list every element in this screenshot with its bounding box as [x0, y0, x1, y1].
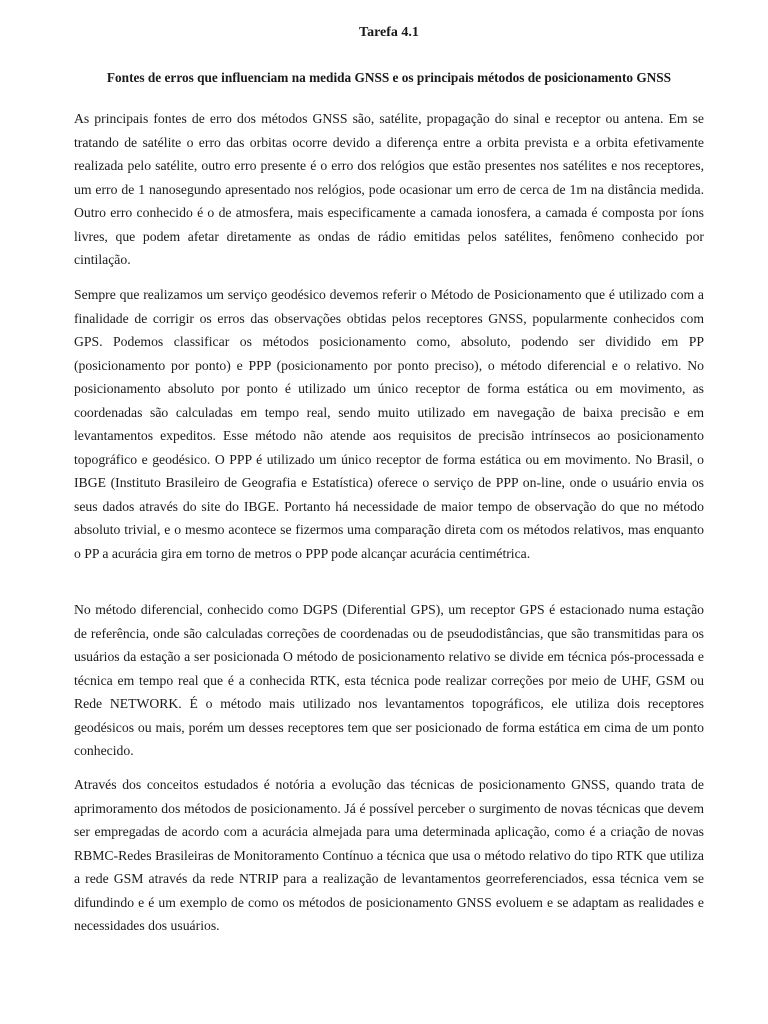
document-subtitle: Fontes de erros que influenciam na medida GNSS e os principais métodos de posicionamento GNSS [106, 70, 672, 85]
paragraph-positioning-methods: Sempre que realizamos um serviço geodésico devemos referir o Método de Posicionamento que é utilizado com a finalidade de corrigir os erros das observações obtidas pelos receptores GNSS, popularmente conhecidos com GPS. Podemos classificar os métodos posicionamento como, absoluto, podendo ser dividido em PP (posicionamento por ponto) e PPP (posicionamento por ponto preciso), o método diferencial e o relativo. No posicionamento absoluto por ponto é utilizado um único receptor de forma estática ou em movimento, as coordenadas são calculadas em tempo real, sendo muito utilizado em navegação de baixa precisão e em levantamentos expeditos. Esse método não atende aos requisitos de precisão intrínsecos ao posicionamento topográfico e geodésico. O PPP é utilizado um único receptor de forma estática ou em movimento. No Brasil, o IBGE (Instituto Brasileiro de Geografia e Estatística) oferece o serviço de PPP on-line, onde o usuário envia os seus dados através do site do IBGE. Portanto há necessidade de maior tempo de observação do que no método absoluto trivial, e o mesmo acontece se fizermos uma comparação direta com os métodos relativos, mas enquanto o PP a acurácia gira em torno de metros o PPP pode alcançar acurácia centimétrica. [74, 287, 704, 561]
document-title: Tarefa 4.1 [359, 25, 419, 40]
paragraph-conclusion: Através dos conceitos estudados é notória a evolução das técnicas de posicionamento GNSS, quando trata de aprimoramento dos métodos de posicionamento. Já é possível perceber o surgimento de novas técnicas que devem ser empregadas de acordo com a acurácia almejada para uma determinada aplicação, como é a criação de novas RBMC-Redes Brasileiras de Monitoramento Contínuo a técnica que usa o método relativo do tipo RTK que utiliza a rede GSM através da rede NTRIP para a realização de levantamentos georreferenciados, essa técnica vem se difundindo e é um exemplo de como os métodos de posicionamento GNSS evoluem e se adaptam as realidades e necessidades dos usuários. [74, 777, 704, 933]
paragraph-error-sources: As principais fontes de erro dos métodos GNSS são, satélite, propagação do sinal e receptor ou antena. Em se tratando de satélite o erro das orbitas ocorre devido a diferença entre a orbita prevista e a orbita efetivamente realizada pelo satélite, outro erro presente é o erro dos relógios que estão presentes nos satélites e nos receptores, um erro de 1 nanosegundo apresentado nos relógios, pode ocasionar um erro de cerca de 1m na distância medida. Outro erro conhecido é o de atmosfera, mais especificamente a camada ionosfera, a camada é composta por íons livres, que podem afetar diretamente as ondas de rádio emitidas pelos satélites, fenômeno conhecido por cintilação. [74, 111, 704, 267]
paragraph-differential-method: No método diferencial, conhecido como DGPS (Diferential GPS), um receptor GPS é estacionado numa estação de referência, onde são calculadas correções de coordenadas ou de pseudodistâncias, que são transmitidas para os usuários da estação a ser posicionada O método de posicionamento relativo se divide em técnica pós-processada e técnica em tempo real que é a conhecida RTK, esta técnica pode realizar correções por meio de UHF, GSM ou Rede NETWORK. É o método mais utilizado nos levantamentos topográficos, ele utiliza dois receptores geodésicos ou mais, porém um desses receptores tem que ser posicionado de forma estática em cima de um ponto conhecido. [74, 602, 704, 758]
